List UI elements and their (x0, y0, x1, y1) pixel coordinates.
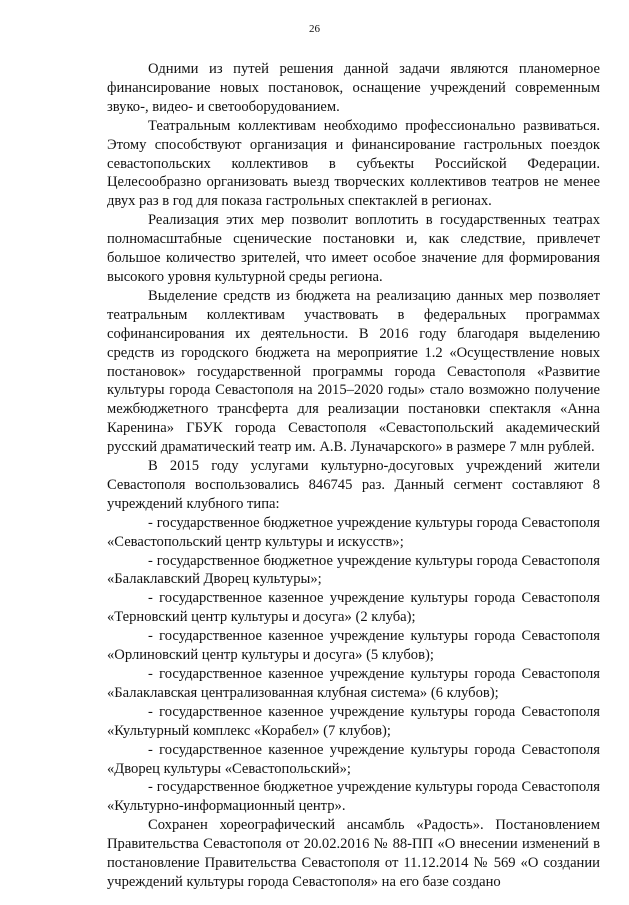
paragraph-club-institutions: В 2015 году услугами культурно-досуговых учреждений жители Севастополя воспользовались 846745 раз. Данный сегмент составляют 8 учреждений клубного типа: (107, 458, 600, 512)
list-item: - государственное казенное учреждение культуры города Севастополя «Культурный комплекс «Корабел» (7 клубов); (107, 703, 600, 739)
list-item: - государственное бюджетное учреждение культуры города Севастополя «Балаклавский Дворец культуры»; (107, 552, 600, 588)
list-item: - государственное казенное учреждение культуры города Севастополя «Балаклавская централизованная клубная система» (6 клубов); (107, 666, 600, 701)
list-item: - государственное бюджетное учреждение культуры города Севастополя «Севастопольский центр культуры и искусств»; (107, 514, 600, 550)
paragraph-implementation: Реализация этих мер позволит воплотить в государственных театрах полномасштабные сценические постановки и, как следствие, привлечет большое количество зрителей, что имеет особое значение для формирования высокого уровня культурной среды региона. (107, 212, 600, 285)
document-body (107, 60, 600, 892)
list-item: - государственное бюджетное учреждение культуры города Севастополя «Культурно-информационный центр». (107, 779, 600, 815)
paragraph-choreographic-ensemble: Сохранен хореографический ансамбль «Радость». Постановлением Правительства Севастополя от 20.02.2016 № 88-ПП «О внесении изменений в постановление Правительства Севастополя от 11.12.2014 № 569 «О создании учреждений культуры города Севастополя» на его базе создано (107, 817, 600, 890)
list-item: - государственное казенное учреждение культуры города Севастополя «Орлиновский центр культуры и досуга» (5 клубов); (107, 628, 600, 664)
paragraph-touring: Театральным коллективам необходимо профессионально развиваться. Этому способствуют организация и финансирование гастрольных поездок севастопольских коллективов в субъекты Российской Федерации. Целесообразно организовать выезд творческих коллективов театров не менее двух раз в год для показа гастрольных спектаклей в регионах. (107, 117, 600, 210)
list-item: - государственное казенное учреждение культуры города Севастополя «Дворец культуры «Севастопольский»; (107, 741, 600, 777)
paragraph-funding: Одними из путей решения данной задачи являются планомерное финансирование новых постановок, оснащение учреждений современным звуко-, видео- и светооборудованием. (107, 61, 600, 115)
list-item: - государственное казенное учреждение культуры города Севастополя «Терновский центр культуры и досуга» (2 клуба); (107, 590, 600, 626)
paragraph-budget: Выделение средств из бюджета на реализацию данных мер позволяет театральным коллективам участвовать в федеральных программах софинансирования их деятельности. В 2016 году благодаря выделению средств из городского бюджета на мероприятие 1.2 «Осуществление новых постановок» государственной программы города Севастополя «Развитие культуры города Севастополя на 2015–2020 годы» стало возможно получение межбюджетного трансферта для реализации постановки спектакля «Анна Каренина» ГБУК города Севастополя «Севастопольский академический русский драматический театр им. А.В. Луначарского» в размере 7 млн рублей. (107, 287, 600, 456)
page-number: 26 (309, 23, 320, 35)
